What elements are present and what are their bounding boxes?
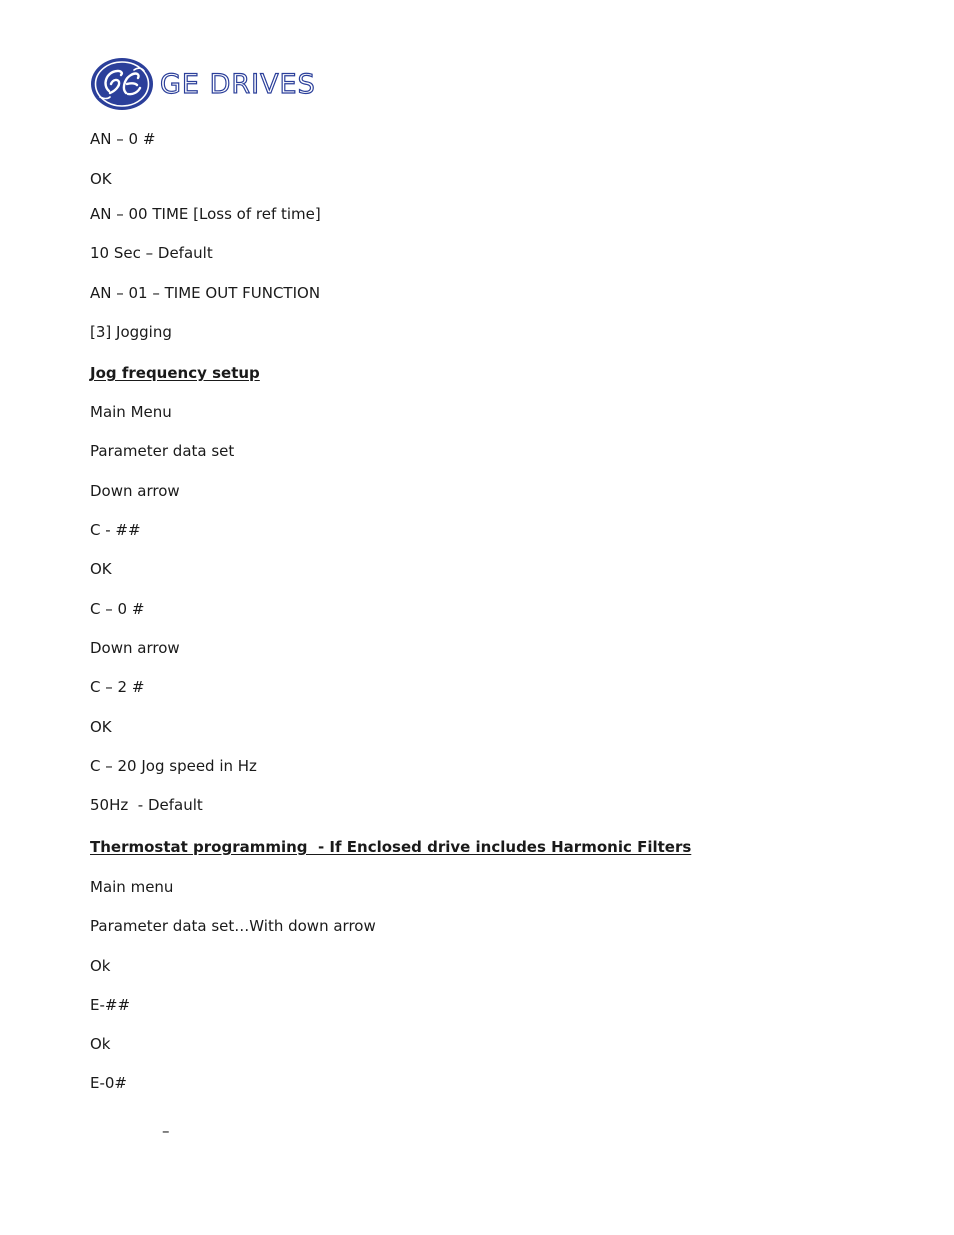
text-line: C – 2 # [90,678,145,696]
text-line: Parameter data set…With down arrow [90,917,376,935]
text-line: Main Menu [90,403,172,421]
section-heading-thermostat: Thermostat programming - If Enclosed drive includes Harmonic Filters [90,838,692,856]
text-line: C – 20 Jog speed in Hz [90,757,257,775]
text-line: 50Hz - Default [90,796,203,814]
text-line: E-0# [90,1074,128,1092]
text-line: Ok [90,957,111,975]
text-line: Main menu [90,878,174,896]
text-line: C - ## [90,521,141,539]
text-line: AN – 0 # [90,130,156,148]
text-line: Down arrow [90,639,180,657]
text-line: C – 0 # [90,600,145,618]
text-line: Parameter data set [90,442,235,460]
text-line: OK [90,170,112,188]
ge-drives-logo [90,56,316,112]
ge-monogram-icon [90,57,154,111]
text-line: Ok [90,1035,111,1053]
text-line: AN – 01 – TIME OUT FUNCTION [90,284,321,302]
text-line: 10 Sec – Default [90,244,213,262]
section-heading-jog-frequency: Jog frequency setup [90,364,260,382]
logo-text: GE DRIVES [160,68,316,100]
text-line: OK [90,718,112,736]
text-line: Down arrow [90,482,180,500]
text-line: OK [90,560,112,578]
trailing-dash: – [162,1122,170,1140]
text-line: AN – 00 TIME [Loss of ref time] [90,205,321,223]
text-line: E-## [90,996,131,1014]
text-line: [3] Jogging [90,323,172,341]
